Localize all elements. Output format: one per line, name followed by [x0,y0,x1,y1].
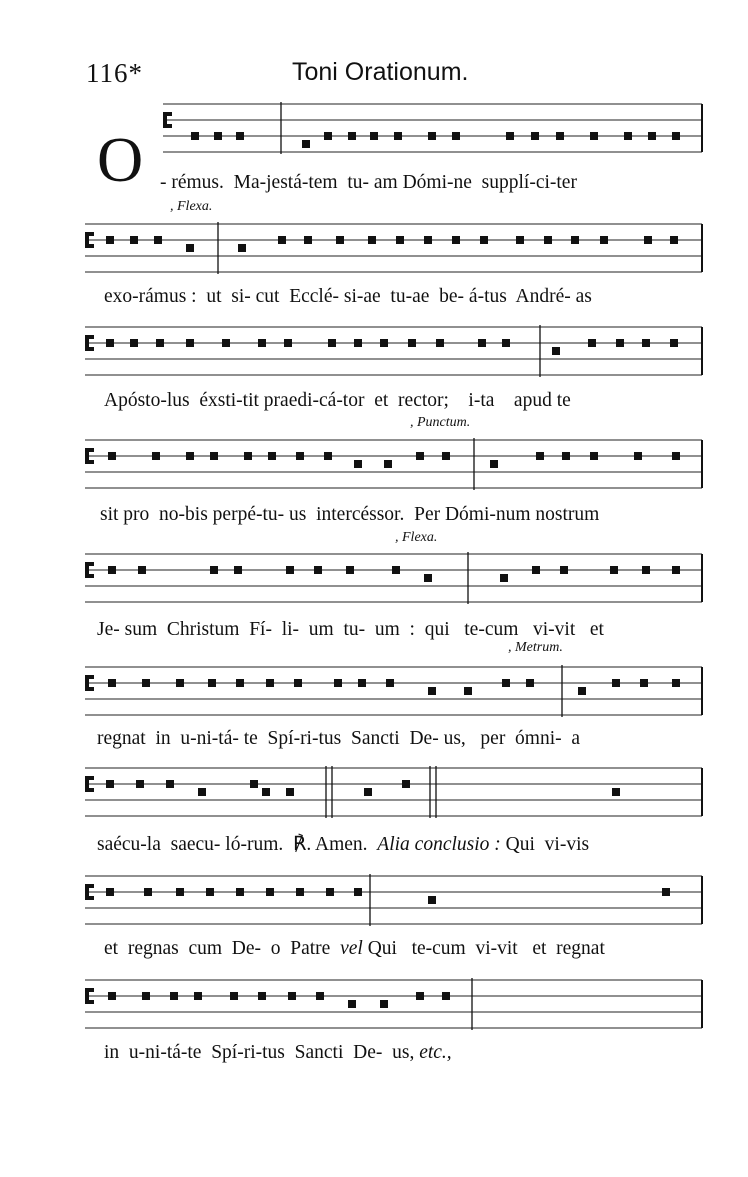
neume [206,888,214,896]
neume [346,566,354,574]
neume [186,452,194,460]
neume [358,679,366,687]
flexa-label-2: Flexa. [402,530,438,545]
punctum-mark: , Punctum. [410,415,471,430]
neume [616,339,624,347]
neume [392,566,400,574]
neume [396,236,404,244]
neume [552,347,560,355]
neume [416,452,424,460]
neume [284,339,292,347]
neume [526,679,534,687]
neume [236,132,244,140]
c-clef [85,1000,94,1004]
neume [152,452,160,460]
neume [370,132,378,140]
neume [302,140,310,148]
neume [644,236,652,244]
neume [230,992,238,1000]
neume [286,788,294,796]
neume [244,452,252,460]
neume [562,452,570,460]
neume [612,788,620,796]
lyric-line-8 [104,938,605,960]
neume [502,339,510,347]
neume [106,888,114,896]
neume [288,992,296,1000]
neume [108,566,116,574]
neume [328,339,336,347]
neume [556,132,564,140]
neume [326,888,334,896]
neume [424,574,432,582]
neume [380,339,388,347]
neume [424,236,432,244]
neume [334,679,342,687]
neume [348,132,356,140]
c-clef [85,335,94,339]
neume [588,339,596,347]
neume [354,460,362,468]
lyric-line-8-end: Qui te-cum vi-vit et regnat [367,938,605,959]
neume [108,452,116,460]
flexa-label-1: Flexa. [177,199,213,214]
initial-letter: O [97,124,144,195]
c-clef [85,232,94,236]
neume [324,452,332,460]
neume [354,888,362,896]
c-clef [85,687,94,691]
lyric-line-8-text: et regnas cum De- o Patre [104,938,331,959]
neume [640,679,648,687]
c-clef [85,562,94,566]
neume [648,132,656,140]
page-number: 116* [86,58,143,88]
neume [452,132,460,140]
neume [208,679,216,687]
neume [170,992,178,1000]
neume [672,452,680,460]
neume [316,992,324,1000]
neume [612,679,620,687]
neume [380,1000,388,1008]
lyric-line-7 [97,832,589,856]
neume [436,339,444,347]
neume [590,452,598,460]
neume [176,888,184,896]
lyric-line-7-end: Qui vi-vis [505,834,590,855]
neume [142,679,150,687]
c-clef [85,448,94,452]
vel-label: vel [340,938,363,959]
c-clef [85,896,94,900]
neume [266,888,274,896]
lyric-line-9 [104,1042,452,1064]
neume [236,888,244,896]
neume [354,339,362,347]
metrum-mark: , Metrum. [508,640,563,655]
neume [236,679,244,687]
neume [408,339,416,347]
neume [662,888,670,896]
neume [268,452,276,460]
neume [516,236,524,244]
neume [106,339,114,347]
neume [670,236,678,244]
neume [210,452,218,460]
neume [590,132,598,140]
lyric-line-2: exo-rámus : ut si- cut Ecclé- si-ae tu-ae be- á-tus André- as [104,286,592,307]
lyric-line-1: - rémus. Ma-jestá-tem tu- am Dómi-ne supplí-ci-ter [160,172,577,193]
neume [480,236,488,244]
neume [670,339,678,347]
neume [368,236,376,244]
neume [364,788,372,796]
metrum-label: Metrum. [515,640,563,655]
neume [286,566,294,574]
neume [194,992,202,1000]
neume [258,339,266,347]
neume [144,888,152,896]
neume [314,566,322,574]
neume [210,566,218,574]
alia-conclusio-label: Alia conclusio : [377,834,501,855]
neume [600,236,608,244]
lyric-line-5: Je- sum Christum Fí- li- um tu- um : qui te-cum vi-vit et [97,619,604,640]
neume [106,780,114,788]
flexa-mark-2: , Flexa. [395,530,438,545]
neume [610,566,618,574]
neume [262,788,270,796]
c-clef [85,988,94,992]
neume [428,687,436,695]
neume [531,132,539,140]
neume [166,780,174,788]
flexa-mark-1: , Flexa. [170,199,213,214]
neume [402,780,410,788]
neume [198,788,206,796]
c-clef [85,574,94,578]
c-clef [85,884,94,888]
neume [156,339,164,347]
neume [186,244,194,252]
neume [506,132,514,140]
punctum-label: Punctum. [417,415,471,430]
c-clef [163,124,172,128]
page-title: Toni Orationum. [292,58,469,86]
neume [428,896,436,904]
lyric-line-9-text: in u-ni-tá-te Spí-ri-tus Sancti De- us, [104,1042,415,1063]
neume [634,452,642,460]
neume [191,132,199,140]
lyric-line-4: sit pro no-bis perpé-tu- us intercéssor. Per Dómi-num nostrum [100,504,600,525]
neume [324,132,332,140]
neume [428,132,436,140]
neume [536,452,544,460]
neume [304,236,312,244]
neume [348,1000,356,1008]
neume [502,679,510,687]
neume [672,566,680,574]
neume [490,460,498,468]
neume [416,992,424,1000]
neume [222,339,230,347]
neume [108,679,116,687]
neume [154,236,162,244]
etc-label: etc., [419,1042,452,1063]
neume [464,687,472,695]
neume [108,992,116,1000]
neume [452,236,460,244]
neume [186,339,194,347]
neume [560,566,568,574]
neume [642,566,650,574]
c-clef [85,244,94,248]
neume [672,132,680,140]
lyric-line-7-text: saécu-la saecu- ló-rum. ℟. Amen. [97,834,368,855]
neume [138,566,146,574]
neume [278,236,286,244]
neume [296,888,304,896]
c-clef [85,788,94,792]
neume [532,566,540,574]
lyric-line-6: regnat in u-ni-tá- te Spí-ri-tus Sancti De- us, per ómni- a [97,728,581,749]
neume [442,992,450,1000]
neume [336,236,344,244]
neume [250,780,258,788]
neume [106,236,114,244]
neume [294,679,302,687]
lyric-line-3: Apósto-lus éxsti-tit praedi-cá-tor et rector; i-ta apud te [104,390,571,411]
neume [672,679,680,687]
neume [394,132,402,140]
neume [258,992,266,1000]
neume [544,236,552,244]
c-clef [163,112,172,116]
c-clef [85,675,94,679]
c-clef [85,460,94,464]
neume [176,679,184,687]
neume [642,339,650,347]
neume [266,679,274,687]
neume [571,236,579,244]
neume [296,452,304,460]
neume [238,244,246,252]
neume [234,566,242,574]
neume [442,452,450,460]
neume [214,132,222,140]
neume [142,992,150,1000]
c-clef [85,347,94,351]
neume [136,780,144,788]
neume [130,236,138,244]
neume [500,574,508,582]
neume [130,339,138,347]
neume [624,132,632,140]
neume [384,460,392,468]
neume [478,339,486,347]
neume [386,679,394,687]
c-clef [85,776,94,780]
neume [578,687,586,695]
